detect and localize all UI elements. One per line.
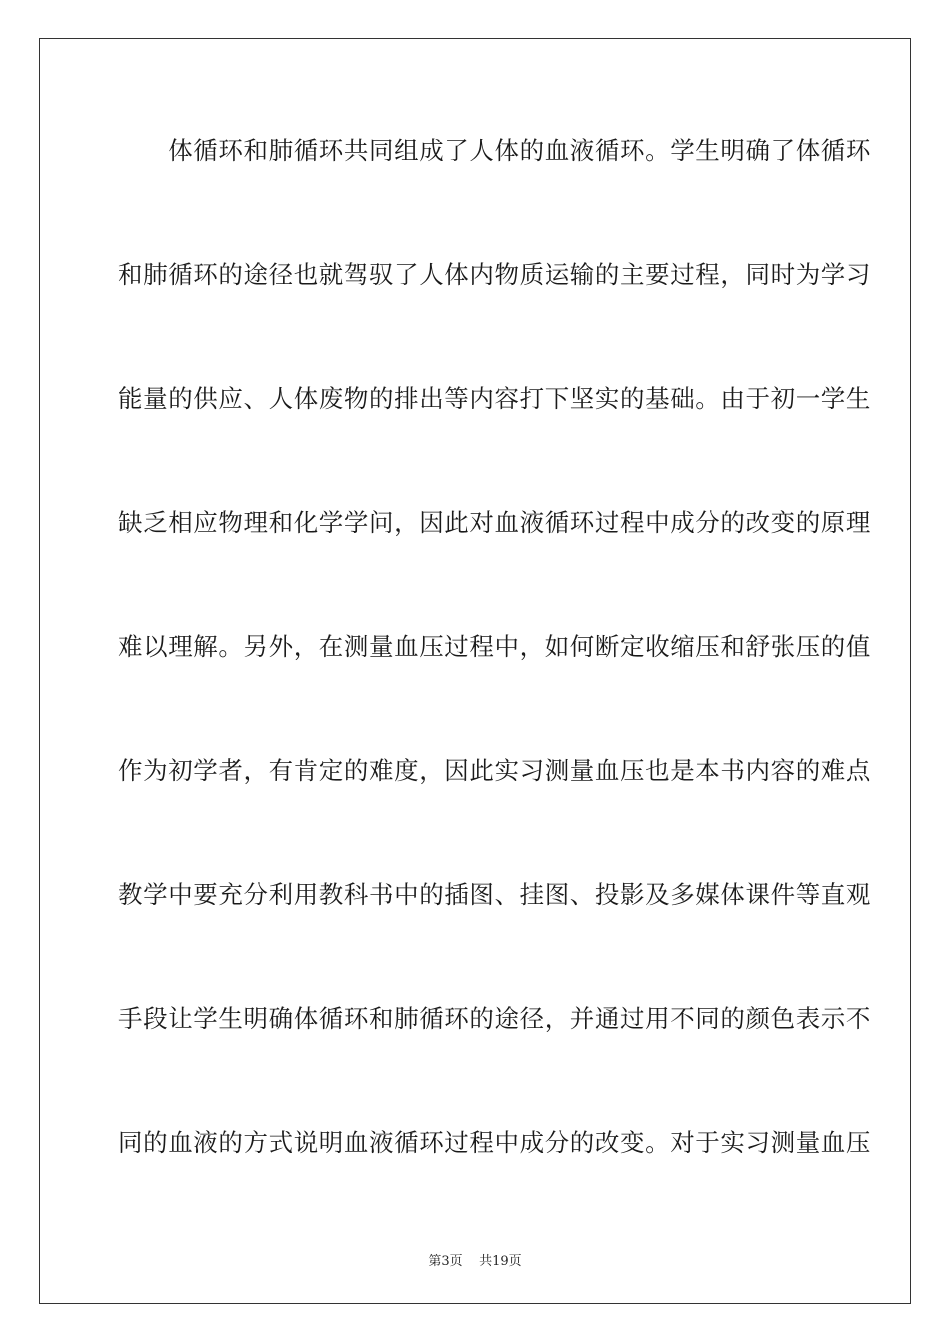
- page-total: 共19页: [479, 1254, 522, 1269]
- paragraph-line: 和肺循环的途径也就驾驭了人体内物质运输的主要过程，同时为学习: [118, 260, 871, 289]
- paragraph-line: 难以理解。另外，在测量血压过程中，如何断定收缩压和舒张压的值: [118, 632, 871, 661]
- paragraph-line: 体循环和肺循环共同组成了人体的血液循环。学生明确了体循环: [118, 136, 871, 165]
- paragraph-line: 能量的供应、人体废物的排出等内容打下坚实的基础。由于初一学生: [118, 384, 871, 413]
- page-number: 第3页: [428, 1254, 463, 1269]
- paragraph-line: 手段让学生明确体循环和肺循环的途径，并通过用不同的颜色表示不: [118, 1004, 871, 1033]
- paragraph-line: 教学中要充分利用教科书中的插图、挂图、投影及多媒体课件等直观: [118, 880, 871, 909]
- paragraph-line: 作为初学者，有肯定的难度，因此实习测量血压也是本书内容的难点: [118, 756, 871, 785]
- page-border: [39, 38, 911, 1304]
- page-footer: [0, 1250, 950, 1269]
- paragraph-line: 同的血液的方式说明血液循环过程中成分的改变。对于实习测量血压: [118, 1128, 871, 1157]
- paragraph-line: 缺乏相应物理和化学学问，因此对血液循环过程中成分的改变的原理: [118, 508, 871, 537]
